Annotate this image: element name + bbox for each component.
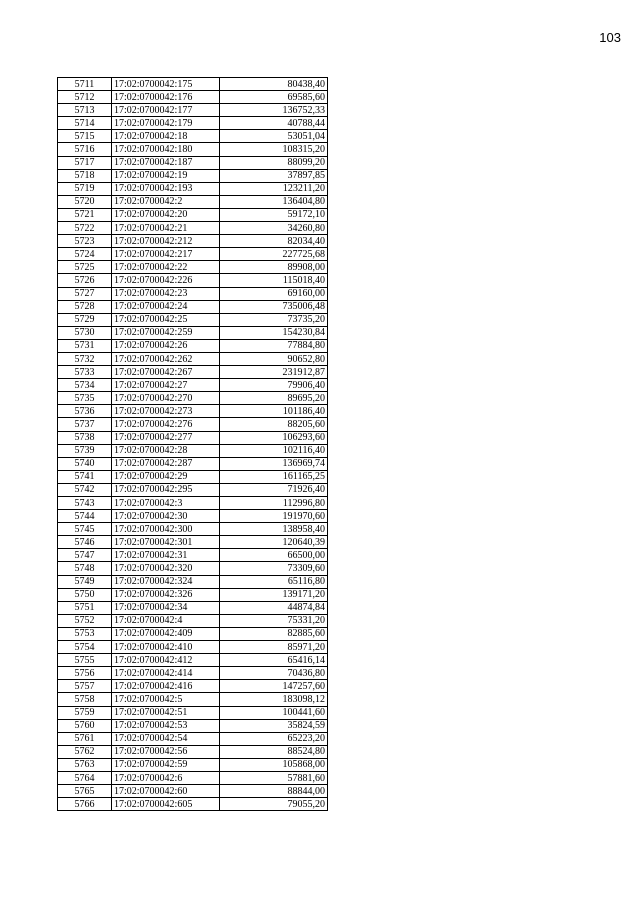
table-row (58, 732, 328, 745)
cadastral-number-cell: 17:02:0700042:2 (112, 195, 220, 208)
table-row (58, 235, 328, 248)
cadastral-number-cell: 17:02:0700042:22 (112, 261, 220, 274)
cadastral-number-cell: 17:02:0700042:262 (112, 352, 220, 365)
value-cell: 147257,60 (220, 680, 328, 693)
value-cell: 82034,40 (220, 235, 328, 248)
cadastral-number-cell: 17:02:0700042:34 (112, 601, 220, 614)
row-number-cell: 5755 (58, 654, 112, 667)
value-cell: 191970,60 (220, 510, 328, 523)
row-number-cell: 5764 (58, 771, 112, 784)
cadastral-number-cell: 17:02:0700042:226 (112, 274, 220, 287)
value-cell: 69160,00 (220, 287, 328, 300)
row-number-cell: 5748 (58, 562, 112, 575)
value-cell: 100441,60 (220, 706, 328, 719)
value-cell: 70436,80 (220, 667, 328, 680)
value-cell: 79906,40 (220, 379, 328, 392)
table-row (58, 130, 328, 143)
row-number-cell: 5727 (58, 287, 112, 300)
cadastral-number-cell: 17:02:0700042:179 (112, 117, 220, 130)
cadastral-number-cell: 17:02:0700042:59 (112, 758, 220, 771)
row-number-cell: 5742 (58, 483, 112, 496)
table-row (58, 745, 328, 758)
cadastral-number-cell: 17:02:0700042:605 (112, 798, 220, 811)
value-cell: 88524,80 (220, 745, 328, 758)
value-cell: 108315,20 (220, 143, 328, 156)
row-number-cell: 5723 (58, 235, 112, 248)
row-number-cell: 5729 (58, 313, 112, 326)
row-number-cell: 5716 (58, 143, 112, 156)
value-cell: 154230,84 (220, 326, 328, 339)
cadastral-number-cell: 17:02:0700042:18 (112, 130, 220, 143)
table-row (58, 457, 328, 470)
table-row (58, 641, 328, 654)
cadastral-number-cell: 17:02:0700042:5 (112, 693, 220, 706)
row-number-cell: 5717 (58, 156, 112, 169)
table-row (58, 182, 328, 195)
table-row (58, 798, 328, 811)
table-row (58, 680, 328, 693)
value-cell: 112996,80 (220, 497, 328, 510)
cadastral-number-cell: 17:02:0700042:60 (112, 785, 220, 798)
table-row (58, 326, 328, 339)
table-row (58, 614, 328, 627)
cadastral-number-cell: 17:02:0700042:193 (112, 182, 220, 195)
row-number-cell: 5746 (58, 536, 112, 549)
value-cell: 79055,20 (220, 798, 328, 811)
cadastral-number-cell: 17:02:0700042:56 (112, 745, 220, 758)
row-number-cell: 5735 (58, 392, 112, 405)
cadastral-number-cell: 17:02:0700042:6 (112, 771, 220, 784)
cadastral-number-cell: 17:02:0700042:217 (112, 248, 220, 261)
table-row (58, 601, 328, 614)
table-row (58, 313, 328, 326)
row-number-cell: 5766 (58, 798, 112, 811)
value-cell: 73735,20 (220, 313, 328, 326)
row-number-cell: 5752 (58, 614, 112, 627)
value-cell: 44874,84 (220, 601, 328, 614)
table-row (58, 667, 328, 680)
table-row (58, 208, 328, 221)
row-number-cell: 5756 (58, 667, 112, 680)
table-row (58, 287, 328, 300)
row-number-cell: 5712 (58, 91, 112, 104)
value-cell: 57881,60 (220, 771, 328, 784)
row-number-cell: 5715 (58, 130, 112, 143)
value-cell: 75331,20 (220, 614, 328, 627)
table-row (58, 549, 328, 562)
value-cell: 106293,60 (220, 431, 328, 444)
cadastral-number-cell: 17:02:0700042:177 (112, 104, 220, 117)
row-number-cell: 5713 (58, 104, 112, 117)
table-row (58, 510, 328, 523)
cadastral-number-cell: 17:02:0700042:176 (112, 91, 220, 104)
cadastral-number-cell: 17:02:0700042:301 (112, 536, 220, 549)
value-cell: 71926,40 (220, 483, 328, 496)
table-row (58, 719, 328, 732)
cadastral-number-cell: 17:02:0700042:410 (112, 641, 220, 654)
row-number-cell: 5749 (58, 575, 112, 588)
table-row (58, 523, 328, 536)
table-row (58, 366, 328, 379)
value-cell: 136752,33 (220, 104, 328, 117)
row-number-cell: 5737 (58, 418, 112, 431)
table-row (58, 627, 328, 640)
value-cell: 120640,39 (220, 536, 328, 549)
value-cell: 123211,20 (220, 182, 328, 195)
table-row (58, 222, 328, 235)
row-number-cell: 5741 (58, 470, 112, 483)
cadastral-number-cell: 17:02:0700042:416 (112, 680, 220, 693)
value-cell: 77884,80 (220, 339, 328, 352)
row-number-cell: 5743 (58, 497, 112, 510)
table-row (58, 562, 328, 575)
value-cell: 82885,60 (220, 627, 328, 640)
row-number-cell: 5722 (58, 222, 112, 235)
table-row (58, 470, 328, 483)
row-number-cell: 5730 (58, 326, 112, 339)
cadastral-number-cell: 17:02:0700042:54 (112, 732, 220, 745)
row-number-cell: 5751 (58, 601, 112, 614)
row-number-cell: 5731 (58, 339, 112, 352)
value-cell: 80438,40 (220, 78, 328, 91)
value-cell: 136969,74 (220, 457, 328, 470)
value-cell: 73309,60 (220, 562, 328, 575)
table-row (58, 104, 328, 117)
table-row (58, 405, 328, 418)
row-number-cell: 5762 (58, 745, 112, 758)
row-number-cell: 5758 (58, 693, 112, 706)
value-cell: 65416,14 (220, 654, 328, 667)
value-cell: 85971,20 (220, 641, 328, 654)
value-cell: 115018,40 (220, 274, 328, 287)
row-number-cell: 5745 (58, 523, 112, 536)
row-number-cell: 5728 (58, 300, 112, 313)
row-number-cell: 5761 (58, 732, 112, 745)
table-row (58, 261, 328, 274)
cadastral-number-cell: 17:02:0700042:3 (112, 497, 220, 510)
row-number-cell: 5726 (58, 274, 112, 287)
value-cell: 35824,59 (220, 719, 328, 732)
table-row (58, 195, 328, 208)
value-cell: 231912,87 (220, 366, 328, 379)
row-number-cell: 5760 (58, 719, 112, 732)
table-row (58, 444, 328, 457)
row-number-cell: 5739 (58, 444, 112, 457)
value-cell: 59172,10 (220, 208, 328, 221)
cadastral-number-cell: 17:02:0700042:412 (112, 654, 220, 667)
value-cell: 88099,20 (220, 156, 328, 169)
row-number-cell: 5736 (58, 405, 112, 418)
cadastral-number-cell: 17:02:0700042:19 (112, 169, 220, 182)
table-row (58, 274, 328, 287)
value-cell: 138958,40 (220, 523, 328, 536)
cadastral-number-cell: 17:02:0700042:273 (112, 405, 220, 418)
row-number-cell: 5765 (58, 785, 112, 798)
table-row (58, 758, 328, 771)
value-cell: 88844,00 (220, 785, 328, 798)
page-number: 103 (599, 30, 621, 45)
value-cell: 735006,48 (220, 300, 328, 313)
row-number-cell: 5750 (58, 588, 112, 601)
table-row (58, 300, 328, 313)
cadastral-number-cell: 17:02:0700042:31 (112, 549, 220, 562)
cadastral-number-cell: 17:02:0700042:326 (112, 588, 220, 601)
value-cell: 89908,00 (220, 261, 328, 274)
value-cell: 53051,04 (220, 130, 328, 143)
row-number-cell: 5738 (58, 431, 112, 444)
value-cell: 88205,60 (220, 418, 328, 431)
value-cell: 183098,12 (220, 693, 328, 706)
cadastral-number-cell: 17:02:0700042:29 (112, 470, 220, 483)
value-cell: 136404,80 (220, 195, 328, 208)
cadastral-number-cell: 17:02:0700042:20 (112, 208, 220, 221)
table-row (58, 117, 328, 130)
table-row (58, 693, 328, 706)
cadastral-number-cell: 17:02:0700042:320 (112, 562, 220, 575)
cadastral-number-cell: 17:02:0700042:270 (112, 392, 220, 405)
row-number-cell: 5718 (58, 169, 112, 182)
table-row (58, 588, 328, 601)
cadastral-number-cell: 17:02:0700042:23 (112, 287, 220, 300)
cadastral-number-cell: 17:02:0700042:324 (112, 575, 220, 588)
table-row (58, 654, 328, 667)
row-number-cell: 5734 (58, 379, 112, 392)
row-number-cell: 5753 (58, 627, 112, 640)
cadastral-number-cell: 17:02:0700042:51 (112, 706, 220, 719)
value-cell: 34260,80 (220, 222, 328, 235)
table-row (58, 91, 328, 104)
cadastral-number-cell: 17:02:0700042:287 (112, 457, 220, 470)
cadastral-number-cell: 17:02:0700042:25 (112, 313, 220, 326)
row-number-cell: 5744 (58, 510, 112, 523)
table-row (58, 379, 328, 392)
cadastral-number-cell: 17:02:0700042:277 (112, 431, 220, 444)
table-row (58, 785, 328, 798)
value-cell: 101186,40 (220, 405, 328, 418)
value-cell: 66500,00 (220, 549, 328, 562)
table-row (58, 706, 328, 719)
table-body (58, 78, 328, 811)
cadastral-number-cell: 17:02:0700042:276 (112, 418, 220, 431)
value-cell: 161165,25 (220, 470, 328, 483)
table-row (58, 392, 328, 405)
row-number-cell: 5719 (58, 182, 112, 195)
table-row (58, 497, 328, 510)
row-number-cell: 5759 (58, 706, 112, 719)
row-number-cell: 5747 (58, 549, 112, 562)
table-row (58, 536, 328, 549)
row-number-cell: 5720 (58, 195, 112, 208)
row-number-cell: 5711 (58, 78, 112, 91)
value-cell: 65223,20 (220, 732, 328, 745)
table-row (58, 418, 328, 431)
value-cell: 89695,20 (220, 392, 328, 405)
cadastral-number-cell: 17:02:0700042:30 (112, 510, 220, 523)
row-number-cell: 5721 (58, 208, 112, 221)
cadastral-number-cell: 17:02:0700042:414 (112, 667, 220, 680)
cadastral-number-cell: 17:02:0700042:180 (112, 143, 220, 156)
cadastral-number-cell: 17:02:0700042:27 (112, 379, 220, 392)
value-cell: 37897,85 (220, 169, 328, 182)
table-row (58, 431, 328, 444)
table-row (58, 169, 328, 182)
table-row (58, 575, 328, 588)
cadastral-number-cell: 17:02:0700042:259 (112, 326, 220, 339)
row-number-cell: 5740 (58, 457, 112, 470)
row-number-cell: 5724 (58, 248, 112, 261)
cadastral-number-cell: 17:02:0700042:24 (112, 300, 220, 313)
cadastral-number-cell: 17:02:0700042:4 (112, 614, 220, 627)
cadastral-number-cell: 17:02:0700042:26 (112, 339, 220, 352)
cadastral-number-cell: 17:02:0700042:212 (112, 235, 220, 248)
cadastral-number-cell: 17:02:0700042:53 (112, 719, 220, 732)
table-row (58, 339, 328, 352)
value-cell: 40788,44 (220, 117, 328, 130)
cadastral-number-cell: 17:02:0700042:187 (112, 156, 220, 169)
row-number-cell: 5725 (58, 261, 112, 274)
row-number-cell: 5763 (58, 758, 112, 771)
row-number-cell: 5733 (58, 366, 112, 379)
table-row (58, 156, 328, 169)
cadastral-number-cell: 17:02:0700042:409 (112, 627, 220, 640)
row-number-cell: 5714 (58, 117, 112, 130)
table-row (58, 483, 328, 496)
cadastral-number-cell: 17:02:0700042:300 (112, 523, 220, 536)
cadastral-number-cell: 17:02:0700042:175 (112, 78, 220, 91)
value-cell: 105868,00 (220, 758, 328, 771)
row-number-cell: 5754 (58, 641, 112, 654)
data-table (57, 77, 328, 811)
cadastral-number-cell: 17:02:0700042:295 (112, 483, 220, 496)
cadastral-number-cell: 17:02:0700042:28 (112, 444, 220, 457)
row-number-cell: 5757 (58, 680, 112, 693)
value-cell: 69585,60 (220, 91, 328, 104)
value-cell: 65116,80 (220, 575, 328, 588)
value-cell: 227725,68 (220, 248, 328, 261)
cadastral-number-cell: 17:02:0700042:21 (112, 222, 220, 235)
table-row (58, 248, 328, 261)
value-cell: 90652,80 (220, 352, 328, 365)
cadastral-number-cell: 17:02:0700042:267 (112, 366, 220, 379)
table-row (58, 771, 328, 784)
value-cell: 102116,40 (220, 444, 328, 457)
row-number-cell: 5732 (58, 352, 112, 365)
table-row (58, 78, 328, 91)
table-row (58, 352, 328, 365)
value-cell: 139171,20 (220, 588, 328, 601)
table-row (58, 143, 328, 156)
